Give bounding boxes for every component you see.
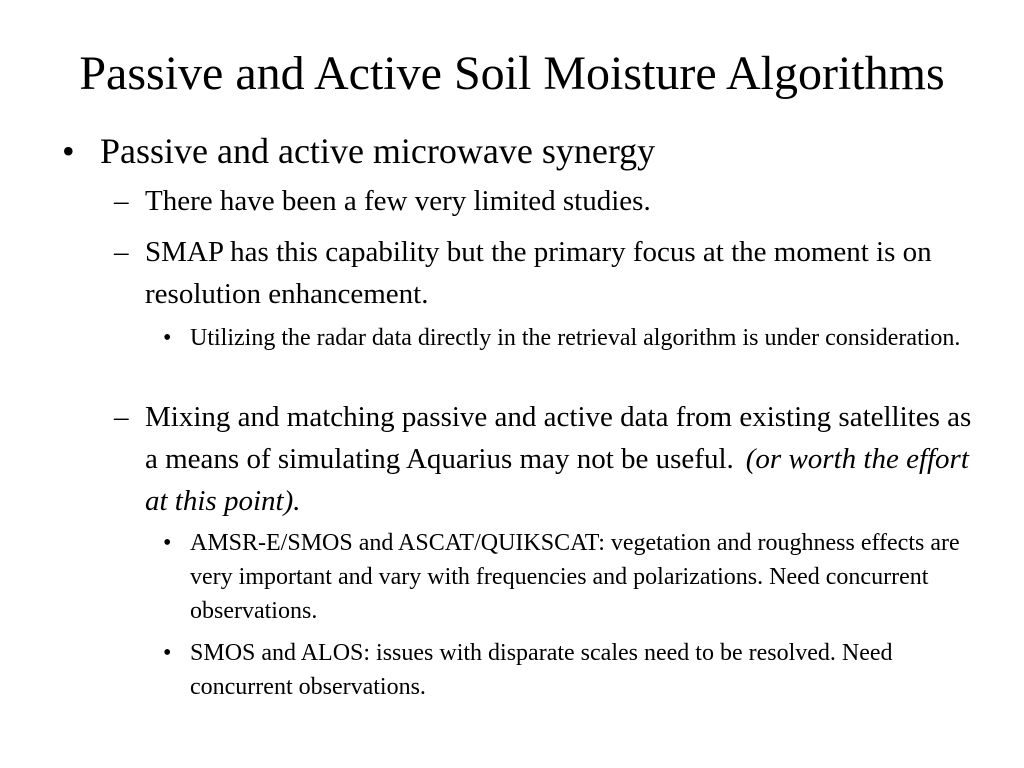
bullet-marker: • (163, 530, 172, 556)
sub-point-3-body (145, 396, 974, 522)
slide-title: Passive and Active Soil Moisture Algorithms (79, 47, 945, 100)
sub-point-3-text: Mixing and matching passive and active data from existing satellites as a means of simulating Aquarius may not be useful. (145, 401, 972, 475)
sub-point-2 (114, 231, 974, 315)
sub-point-3-detail-1-text: AMSR-E/SMOS and ASCAT/QUIKSCAT: vegetation and roughness effects are very important and vary with frequencies and polarizations. Need concurrent observations. (190, 530, 960, 624)
bullet-marker: • (163, 640, 172, 666)
bullet-marker: • (62, 131, 75, 171)
sub-point-3-note: (or worth the effort at this point). (145, 443, 969, 517)
sub-point-2-detail-text: Utilizing the radar data directly in the retrieval algorithm is under consideration. (190, 325, 961, 351)
sub-point-2-text: SMAP has this capability but the primary focus at the moment is on resolution enhancement. (145, 236, 932, 310)
dash-marker: – (114, 185, 129, 217)
sub-point-1-text: There have been a few very limited studies. (145, 185, 651, 217)
sub-point-3-detail-2-text: SMOS and ALOS: issues with disparate scales need to be resolved. Need concurrent observations. (190, 640, 893, 700)
bullet-main-point (62, 128, 962, 174)
sub-point-3-detail-1 (163, 526, 963, 628)
dash-marker: – (114, 401, 129, 433)
sub-point-1 (114, 180, 974, 222)
sub-point-3-detail-2 (163, 636, 963, 704)
dash-marker: – (114, 236, 129, 268)
bullet-marker: • (163, 325, 172, 351)
main-point-text: Passive and active microwave synergy (100, 131, 656, 171)
sub-point-3 (114, 396, 974, 522)
sub-point-2-detail (163, 321, 963, 355)
